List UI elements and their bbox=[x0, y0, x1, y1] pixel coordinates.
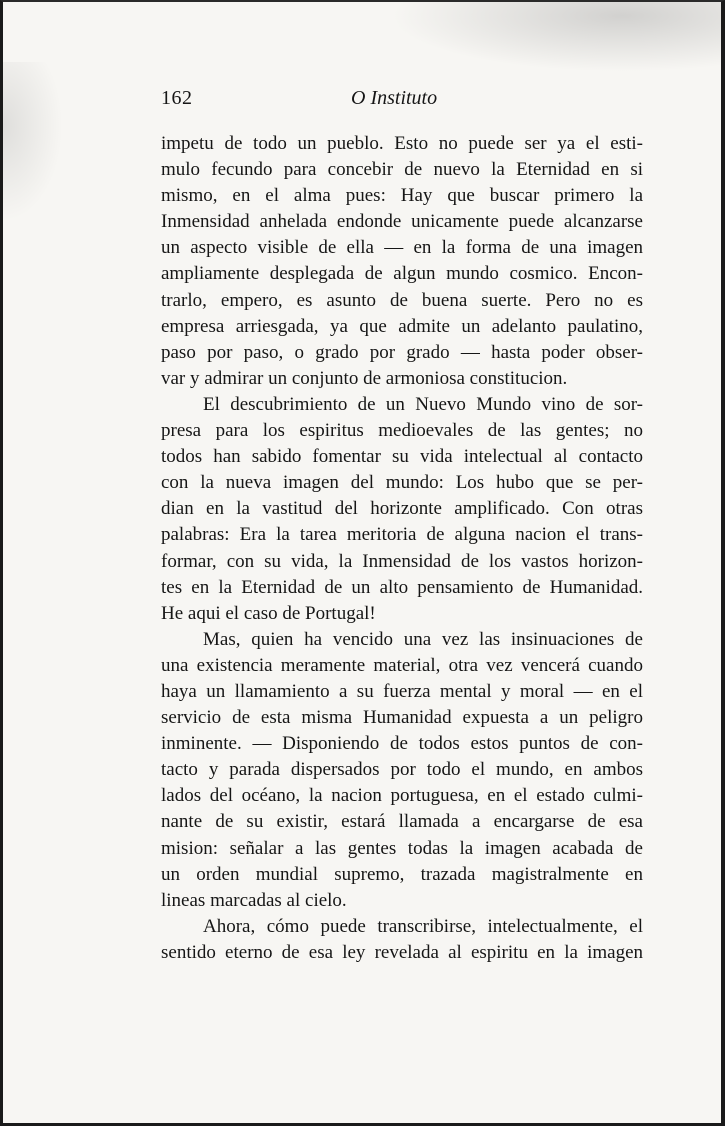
text-line: empresa arriesgada, ya que admite un adelanto paulatino, bbox=[161, 315, 643, 337]
text-line: Inmensidad anhelada endonde unicamente puede alcanzarse bbox=[161, 211, 643, 233]
text-line: mision: señalar a las gentes todas la imagen acabada de bbox=[161, 837, 643, 859]
text-line: trarlo, empero, es asunto de buena suerte. Pero no es bbox=[161, 289, 643, 311]
text-line: formar, con su vida, la Inmensidad de los vastos horizon- bbox=[161, 550, 643, 572]
text-line: un orden mundial supremo, trazada magistralmente en bbox=[161, 863, 643, 885]
scan-smudge-top bbox=[391, 2, 721, 72]
text-line: servicio de esta misma Humanidad expuesta a un peligro bbox=[161, 707, 643, 729]
text-line: impetu de todo un pueblo. Esto no puede ser ya el esti- bbox=[161, 133, 643, 154]
text-line: palabras: Era la tarea meritoria de alguna nacion el trans- bbox=[161, 524, 643, 546]
scan-smudge-left bbox=[3, 62, 63, 222]
text-line: inminente. — Disponiendo de todos estos puntos de con- bbox=[161, 733, 643, 755]
text-line: nante de su existir, estará llamada a encargarse de esa bbox=[161, 811, 643, 833]
text-line: lados del océano, la nacion portuguesa, en el estado culmi- bbox=[161, 785, 643, 807]
text-line: tacto y parada dispersados por todo el mundo, en ambos bbox=[161, 759, 643, 781]
text-line: haya un llamamiento a su fuerza mental y moral — en el bbox=[161, 680, 643, 702]
text-line: un aspecto visible de ella — en la forma de una imagen bbox=[161, 237, 643, 259]
text-line: una existencia meramente material, otra vez vencerá cuando bbox=[161, 654, 643, 676]
text-line: presa para los espiritus medioevales de las gentes; no bbox=[161, 420, 643, 442]
text-line: tes en la Eternidad de un alto pensamiento de Humanidad. bbox=[161, 576, 643, 598]
text-line: paso por paso, o grado por grado — hasta poder obser- bbox=[161, 341, 643, 363]
text-line: todos han sabido fomentar su vida intelectual al contacto bbox=[161, 446, 643, 468]
body-text bbox=[161, 131, 643, 966]
text-line: dian en la vastitud del horizonte amplificado. Con otras bbox=[161, 498, 643, 520]
paragraph-first-line: El descubrimiento de un Nuevo Mundo vino de sor- bbox=[203, 393, 643, 415]
text-line: mulo fecundo para concebir de nuevo la Eternidad en si bbox=[161, 159, 643, 181]
text-line: sentido eterno de esa ley revelada al espiritu en la imagen bbox=[161, 941, 643, 963]
text-line: var y admirar un conjunto de armoniosa constitucion. bbox=[161, 367, 568, 389]
text-line: mismo, en el alma pues: Hay que buscar primero la bbox=[161, 185, 643, 207]
text-line: lineas marcadas al cielo. bbox=[161, 889, 347, 911]
page-header bbox=[161, 87, 643, 117]
paragraph-first-line: Ahora, cómo puede transcribirse, intelectualmente, el bbox=[203, 915, 643, 937]
text-line: ampliamente desplegada de algun mundo cosmico. Encon- bbox=[161, 263, 643, 285]
paragraph-first-line: Mas, quien ha vencido una vez las insinuaciones de bbox=[203, 628, 643, 650]
page-number: 162 bbox=[161, 87, 193, 109]
text-line: con la nueva imagen del mundo: Los hubo que se per- bbox=[161, 472, 643, 494]
text-line: He aqui el caso de Portugal! bbox=[161, 602, 376, 624]
running-title: O Instituto bbox=[351, 87, 438, 109]
